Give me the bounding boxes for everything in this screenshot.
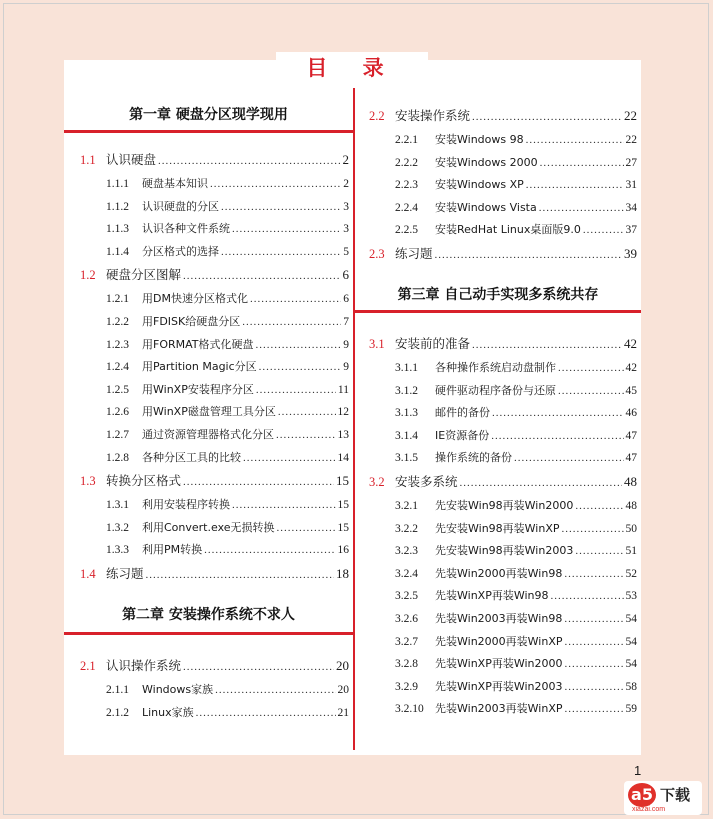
toc-subsection-entry[interactable] [355, 131, 641, 154]
entry-page: 3 [343, 223, 349, 236]
entry-title: 先装Win2000再装WinXP [435, 634, 563, 648]
dot-leader [565, 658, 624, 670]
dot-leader [146, 569, 334, 581]
dot-leader [564, 568, 623, 580]
entry-number: 1.1 [80, 153, 96, 167]
entry-number: 1.3.1 [106, 499, 129, 512]
entry-page: 2 [343, 178, 349, 190]
entry-title: 各种操作系统启动盘制作 [435, 360, 556, 374]
entry-page: 42 [624, 335, 637, 351]
dot-leader [243, 452, 336, 464]
toc-subsection-entry[interactable] [355, 700, 641, 723]
dot-leader [183, 661, 334, 673]
dot-leader [540, 157, 624, 169]
entry-page: 15 [337, 499, 349, 512]
entry-number: 3.1.1 [395, 361, 418, 374]
page-number: 1 [634, 763, 642, 778]
toc-section-entry[interactable] [355, 106, 641, 128]
toc-subsection-entry[interactable] [355, 176, 641, 199]
entry-page: 52 [625, 567, 637, 580]
dot-leader [278, 406, 336, 418]
dot-leader [492, 407, 624, 419]
entry-number: 1.2.8 [106, 451, 129, 464]
toc-subsection-entry[interactable] [355, 497, 641, 520]
entry-title: 硬盘基本知识 [142, 177, 208, 190]
entry-title: 先装Win2003再装Win98 [435, 611, 563, 625]
entry-number: 1.2.6 [106, 406, 129, 419]
entry-page: 16 [337, 544, 349, 557]
dot-leader [526, 134, 624, 146]
entry-title: 用WinXP磁盘管理工具分区 [142, 405, 276, 419]
entry-title: 先装WinXP再装Win2003 [435, 679, 563, 693]
entry-title: 认识硬盘 [106, 152, 157, 167]
chapter-heading [64, 590, 353, 642]
entry-page: 50 [625, 522, 637, 535]
entry-number: 1.1.3 [106, 223, 129, 236]
entry-number: 1.2.5 [106, 383, 129, 396]
chapter-heading [355, 268, 641, 320]
chapter-rule [355, 310, 641, 313]
entry-page: 15 [337, 521, 349, 534]
entry-title: 利用安装程序转换 [142, 498, 230, 512]
entry-number: 3.1.3 [395, 407, 418, 420]
entry-number: 1.1.4 [106, 245, 129, 258]
entry-page: 20 [337, 683, 349, 696]
entry-number: 1.2.3 [106, 338, 129, 351]
entry-number: 1.1.2 [106, 200, 129, 213]
entry-page: 39 [624, 245, 637, 261]
chapter-title: 第一章 硬盘分区现学现用 [129, 107, 288, 123]
entry-number: 3.2.6 [395, 612, 418, 625]
entry-number: 2.2.1 [395, 134, 418, 146]
toc-section-entry[interactable] [64, 265, 353, 287]
dot-leader [250, 293, 341, 305]
entry-page: 22 [624, 108, 637, 123]
toc-subsection-entry[interactable] [355, 449, 641, 472]
dot-leader [491, 430, 623, 442]
entry-title: 利用Convert.exe无损转换 [142, 520, 275, 534]
entry-page: 5 [343, 245, 349, 258]
entry-page: 12 [337, 406, 349, 419]
entry-page: 14 [337, 451, 349, 464]
entry-title: 利用PM转换 [142, 543, 203, 557]
entry-title: 认识硬盘的分区 [142, 199, 219, 213]
entry-page: 31 [625, 179, 637, 192]
toc-subsection-entry[interactable] [355, 633, 641, 656]
entry-page: 58 [625, 680, 637, 693]
entry-number: 1.3.3 [106, 544, 129, 557]
dot-leader [210, 178, 341, 190]
entry-page: 53 [625, 590, 637, 603]
entry-page: 6 [342, 267, 349, 283]
dot-leader [256, 339, 342, 351]
entry-number: 3.2.2 [395, 522, 418, 535]
dot-leader [575, 545, 623, 557]
toc-section-entry[interactable] [64, 150, 353, 172]
dot-leader [204, 544, 335, 556]
entry-number: 2.1.1 [106, 683, 129, 696]
toc-subsection-entry[interactable] [355, 610, 641, 633]
entry-number: 3.2.10 [395, 703, 424, 716]
entry-number: 1.2 [80, 268, 96, 283]
toc-subsection-entry[interactable] [355, 154, 641, 177]
toc-subsection-entry[interactable] [64, 403, 353, 426]
entry-page: 9 [343, 361, 349, 374]
entry-title: Linux家族 [142, 705, 194, 719]
entry-page: 46 [625, 407, 637, 420]
watermark-site: xiazai.com [632, 806, 666, 813]
entry-page: 59 [625, 703, 637, 716]
toc-section-entry[interactable] [355, 334, 641, 356]
entry-title: 硬盘分区图解 [106, 267, 182, 283]
toc-subsection-entry[interactable] [355, 542, 641, 565]
entry-title: 安装Windows Vista [435, 200, 537, 214]
dot-leader [435, 249, 622, 261]
toc-subsection-entry[interactable] [64, 313, 353, 336]
dot-leader [460, 477, 622, 489]
entry-number: 3.2.9 [395, 680, 418, 693]
entry-title: 安装前的准备 [395, 335, 471, 351]
toc-subsection-entry[interactable] [64, 704, 353, 727]
toc-subsection-entry[interactable] [355, 359, 641, 382]
entry-title: 先装WinXP再装Win2000 [435, 657, 563, 671]
entry-page: 37 [625, 224, 637, 237]
toc-right-column [355, 82, 641, 723]
toc-section-entry[interactable] [355, 244, 641, 266]
entry-title: 用WinXP安装程序分区 [142, 382, 254, 396]
chapter-title: 第三章 自己动手实现多系统共存 [397, 286, 599, 303]
dot-leader [562, 523, 624, 535]
entry-title: 安装RedHat Linux桌面版9.0 [435, 223, 581, 237]
toc-section-entry[interactable] [355, 472, 641, 494]
dot-leader [565, 681, 624, 693]
entry-title: Windows家族 [142, 682, 214, 696]
toc-subsection-entry[interactable] [64, 358, 353, 381]
entry-title: 安装操作系统 [395, 108, 471, 123]
dot-leader [539, 202, 624, 214]
dot-leader [565, 636, 624, 648]
entry-number: 3.1.5 [395, 452, 418, 465]
toc-subsection-entry[interactable] [64, 175, 353, 198]
dot-leader [232, 499, 336, 511]
toc-subsection-entry[interactable] [355, 587, 641, 610]
toc-subsection-entry[interactable] [64, 198, 353, 221]
dot-leader [232, 223, 341, 235]
entry-title: IE资源备份 [435, 428, 490, 442]
entry-page: 6 [343, 293, 349, 306]
toc-section-entry[interactable] [64, 564, 353, 586]
dot-leader [183, 270, 340, 282]
entry-number: 3.2.3 [395, 545, 418, 558]
entry-title: 先装Win2003再装WinXP [435, 702, 563, 716]
entry-page: 45 [625, 384, 637, 397]
toc-subsection-entry[interactable] [64, 496, 353, 519]
entry-page: 54 [625, 635, 637, 648]
toc-subsection-entry[interactable] [64, 541, 353, 564]
chapter-rule [64, 130, 353, 133]
dot-leader [558, 385, 624, 397]
entry-number: 2.2 [369, 109, 385, 123]
dot-leader [276, 429, 336, 441]
toc-subsection-entry[interactable] [355, 565, 641, 588]
entry-title: 先装WinXP再装Win98 [435, 589, 549, 603]
entry-title: 邮件的备份 [435, 406, 490, 420]
toc-subsection-entry[interactable] [64, 519, 353, 542]
entry-page: 22 [625, 134, 637, 146]
chapter-title: 第二章 安装操作系统不求人 [122, 606, 295, 623]
dot-leader [158, 155, 340, 167]
entry-page: 11 [337, 383, 349, 396]
toc-subsection-entry[interactable] [64, 426, 353, 449]
entry-number: 3.2.8 [395, 658, 418, 671]
entry-page: 18 [336, 565, 349, 581]
dot-leader [259, 361, 342, 373]
toc-title: 目 录 [276, 52, 428, 82]
entry-page: 2 [342, 152, 349, 167]
entry-title: 认识各种文件系统 [142, 222, 230, 236]
entry-title: 用Partition Magic分区 [142, 360, 257, 374]
dot-leader [472, 339, 622, 351]
toc-left-column [64, 82, 353, 726]
dot-leader [221, 246, 341, 258]
toc-subsection-entry[interactable] [64, 381, 353, 404]
toc-section-entry[interactable] [64, 656, 353, 678]
entry-number: 1.2.1 [106, 293, 129, 306]
entry-page: 47 [625, 452, 637, 465]
dot-leader [277, 522, 336, 534]
entry-page: 54 [625, 612, 637, 625]
entry-title: 先装Win2000再装Win98 [435, 566, 563, 580]
dot-leader [196, 707, 336, 719]
entry-page: 34 [625, 201, 637, 214]
a5-logo-icon: a5 [628, 783, 656, 807]
entry-title: 练习题 [106, 565, 144, 581]
entry-number: 1.1.1 [106, 178, 129, 190]
entry-title: 安装Windows XP [435, 178, 524, 192]
entry-title: 硬件驱动程序备份与还原 [435, 383, 556, 397]
entry-page: 3 [343, 200, 349, 213]
entry-number: 3.2.5 [395, 590, 418, 603]
entry-title: 各种分区工具的比较 [142, 450, 241, 464]
entry-page: 42 [625, 361, 637, 374]
entry-number: 3.1 [369, 336, 385, 351]
dot-leader [583, 224, 624, 236]
entry-number: 2.3 [369, 246, 385, 261]
entry-number: 3.2.7 [395, 635, 418, 648]
dot-leader [256, 384, 336, 396]
entry-number: 1.2.7 [106, 428, 129, 441]
entry-title: 用FDISK给硬盘分区 [142, 314, 241, 328]
toc-subsection-entry[interactable] [64, 290, 353, 313]
entry-title: 用DM快速分区格式化 [142, 292, 248, 306]
entry-title: 认识操作系统 [106, 657, 182, 673]
entry-number: 2.1.2 [106, 706, 129, 719]
entry-page: 13 [337, 428, 349, 441]
entry-title: 安装Windows 2000 [435, 155, 538, 169]
toc-subsection-entry[interactable] [64, 681, 353, 704]
toc-subsection-entry[interactable] [355, 520, 641, 543]
entry-number: 3.1.2 [395, 384, 418, 397]
entry-number: 1.4 [80, 566, 96, 581]
entry-number: 2.2.3 [395, 179, 418, 192]
entry-title: 练习题 [395, 245, 433, 261]
entry-page: 54 [625, 658, 637, 671]
entry-number: 3.2 [369, 474, 385, 489]
dot-leader [564, 613, 623, 625]
toc-subsection-entry[interactable] [355, 655, 641, 678]
entry-number: 2.2.2 [395, 156, 418, 169]
entry-number: 3.1.4 [395, 429, 418, 442]
dot-leader [221, 201, 341, 213]
entry-page: 9 [343, 338, 349, 351]
dot-leader [575, 500, 623, 512]
entry-page: 27 [625, 156, 637, 169]
entry-title: 操作系统的备份 [435, 451, 512, 465]
entry-page: 48 [624, 473, 637, 489]
entry-page: 15 [336, 473, 349, 489]
entry-page: 48 [625, 499, 637, 512]
dot-leader [242, 316, 341, 328]
toc-subsection-entry[interactable] [64, 220, 353, 243]
entry-title: 安装Windows 98 [435, 133, 524, 146]
chapter-heading [64, 82, 353, 134]
entry-page: 20 [336, 657, 349, 673]
entry-title: 先安装Win98再装Win2003 [435, 544, 574, 558]
dot-leader [526, 179, 624, 191]
entry-page: 7 [343, 315, 349, 328]
entry-number: 1.3.2 [106, 521, 129, 534]
entry-number: 2.1 [80, 658, 96, 673]
entry-number: 2.2.4 [395, 201, 418, 214]
entry-title: 转换分区格式 [106, 473, 182, 489]
entry-title: 通过资源管理器格式化分区 [142, 427, 274, 441]
entry-number: 2.2.5 [395, 224, 418, 237]
dot-leader [551, 590, 624, 602]
entry-title: 先安装Win98再装WinXP [435, 521, 560, 535]
watermark-logo [624, 781, 702, 815]
dot-leader [215, 684, 335, 696]
dot-leader [558, 362, 624, 374]
entry-number: 1.2.2 [106, 315, 129, 328]
watermark-text: 下载 [660, 786, 691, 804]
toc-subsection-entry[interactable] [355, 427, 641, 450]
entry-number: 3.2.1 [395, 499, 418, 512]
toc-subsection-entry[interactable] [64, 243, 353, 266]
toc-subsection-entry[interactable] [64, 449, 353, 472]
toc-subsection-entry[interactable] [355, 678, 641, 701]
entry-page: 51 [625, 545, 637, 558]
toc-subsection-entry[interactable] [355, 221, 641, 244]
entry-title: 用FORMAT格式化硬盘 [142, 337, 254, 351]
entry-page: 47 [625, 429, 637, 442]
entry-number: 1.2.4 [106, 361, 129, 374]
chapter-rule [64, 632, 353, 635]
entry-title: 分区格式的选择 [142, 244, 219, 258]
dot-leader [183, 476, 334, 488]
entry-number: 1.3 [80, 474, 96, 489]
toc-section-entry[interactable] [64, 471, 353, 493]
entry-page: 21 [337, 706, 349, 719]
dot-leader [565, 703, 624, 715]
toc-subsection-entry[interactable] [355, 199, 641, 222]
toc-subsection-entry[interactable] [355, 404, 641, 427]
entry-number: 3.2.4 [395, 567, 418, 580]
entry-title: 先安装Win98再装Win2000 [435, 498, 574, 512]
toc-subsection-entry[interactable] [355, 382, 641, 405]
entry-title: 安装多系统 [395, 473, 458, 489]
dot-leader [472, 111, 622, 123]
dot-leader [514, 452, 624, 464]
toc-subsection-entry[interactable] [64, 336, 353, 359]
